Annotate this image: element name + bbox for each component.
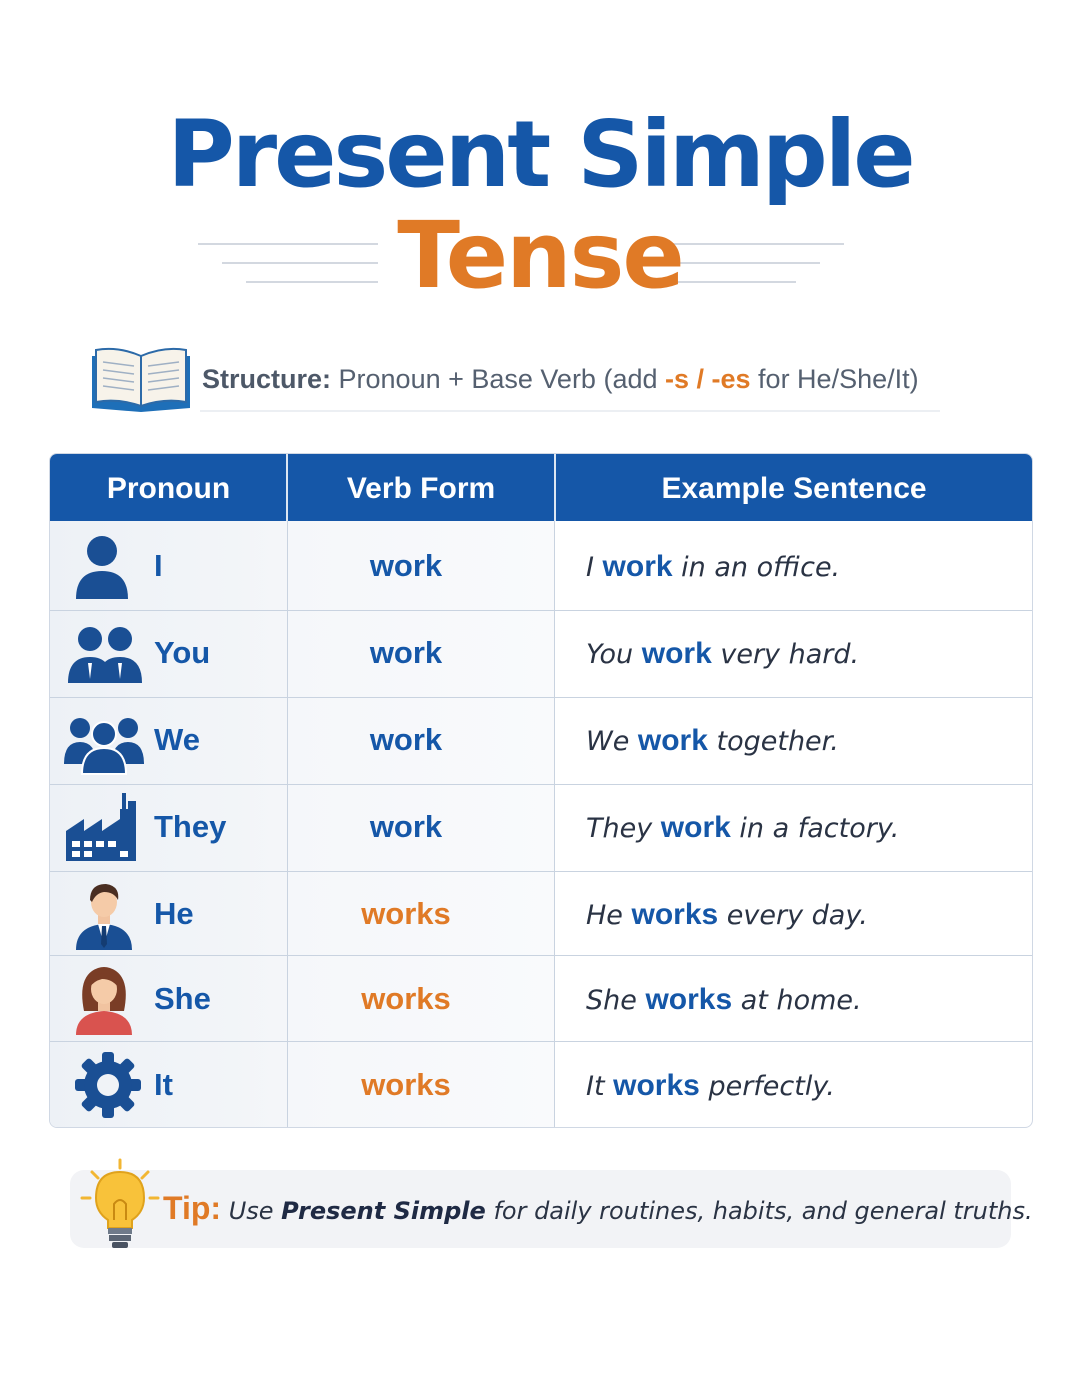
pronoun-label: It	[154, 1067, 173, 1102]
table-header	[50, 454, 1032, 521]
example-verb: works	[645, 983, 733, 1016]
example-rest: very hard.	[711, 639, 860, 670]
header-pronoun: Pronoun	[106, 472, 231, 505]
title-line-2: Tense	[397, 202, 683, 309]
tip-pre: Use	[221, 1197, 282, 1225]
pronoun-label: She	[154, 981, 211, 1016]
pronoun-label: They	[154, 809, 227, 844]
example-rest: in an office.	[672, 552, 841, 583]
example-rest: perfectly.	[699, 1071, 835, 1102]
example-sentence	[586, 637, 859, 671]
table-row	[50, 611, 1032, 697]
pronoun-label: He	[154, 896, 194, 931]
table-row	[50, 956, 1032, 1041]
example-verb: work	[602, 550, 673, 583]
example-rest: together.	[707, 726, 839, 757]
verb-form: work	[369, 722, 443, 757]
pronoun-label: I	[154, 548, 163, 583]
table-row	[50, 698, 1032, 784]
example-sentence	[586, 811, 899, 845]
woman-icon	[62, 961, 146, 1035]
example-subject: She	[586, 985, 646, 1016]
example-subject: He	[586, 900, 632, 931]
pronoun-label: You	[154, 635, 211, 670]
example-verb: work	[660, 811, 731, 844]
person-icon	[62, 529, 146, 603]
verb-form: work	[369, 635, 443, 670]
example-verb: work	[637, 724, 708, 757]
table-row	[50, 521, 1032, 610]
lightbulb-icon	[78, 1158, 162, 1252]
tip-emphasis: Present Simple	[281, 1197, 486, 1225]
example-sentence	[586, 1069, 835, 1103]
verb-form: works	[361, 896, 451, 931]
example-verb: work	[641, 637, 712, 670]
example-subject: They	[586, 813, 661, 844]
two-people-icon	[62, 617, 146, 691]
group-icon	[62, 704, 146, 778]
example-rest: in a factory.	[730, 813, 900, 844]
table-row	[50, 785, 1032, 871]
example-subject: I	[586, 552, 603, 583]
example-rest: every day.	[718, 900, 868, 931]
title-line-1: Present Simple	[167, 101, 913, 208]
structure-tail: for He/She/It)	[750, 364, 919, 394]
structure-underline	[200, 410, 940, 412]
tip-post: for daily routines, habits, and general truths.	[485, 1197, 1033, 1225]
table-row	[50, 1042, 1032, 1127]
verb-form: works	[361, 1067, 451, 1102]
gear-icon	[62, 1047, 146, 1121]
example-sentence	[586, 550, 840, 584]
header-example-sentence: Example Sentence	[661, 472, 927, 505]
example-sentence	[586, 724, 839, 758]
conjugation-table	[49, 453, 1033, 1128]
example-sentence	[586, 983, 862, 1017]
man-icon	[62, 876, 146, 950]
pronoun-label: We	[154, 722, 200, 757]
open-book-icon	[86, 342, 196, 414]
example-verb: works	[613, 1069, 700, 1102]
structure-rule	[202, 364, 962, 395]
example-verb: works	[631, 898, 719, 931]
verb-form: work	[369, 809, 443, 844]
example-subject: We	[586, 726, 638, 757]
example-sentence	[586, 898, 868, 932]
structure-label: Structure:	[202, 364, 332, 394]
tip-text	[163, 1190, 1033, 1227]
structure-formula: Pronoun + Base Verb (add	[331, 364, 665, 394]
structure-suffix: -s / -es	[665, 364, 751, 394]
factory-icon	[62, 791, 146, 865]
example-subject: It	[586, 1071, 614, 1102]
tip-label: Tip:	[163, 1190, 222, 1226]
example-subject: You	[586, 639, 642, 670]
verb-form: work	[369, 548, 443, 583]
table-row	[50, 872, 1032, 955]
header-verb-form: Verb Form	[346, 472, 496, 505]
verb-form: works	[361, 981, 451, 1016]
example-rest: at home.	[732, 985, 862, 1016]
